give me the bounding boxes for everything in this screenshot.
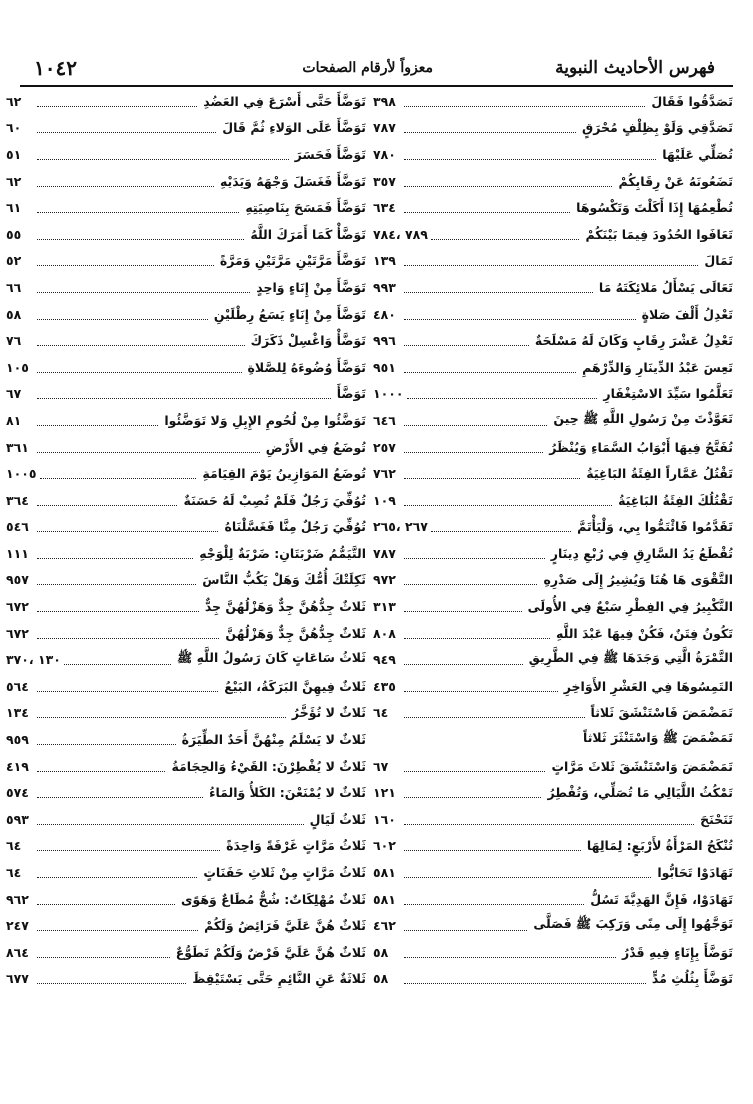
entry-text: تُنْكَحُ المَرْأَةُ لأَرْبَعٍ: لِمَالِهَا <box>586 838 733 854</box>
entry-text: تَوَضَّأَ بِثُلُثِ مُدٍّ <box>651 971 733 987</box>
entry-text: تَعْدِلُ عَشْرَ رِقَابٍ وَكَانَ لَهُ مَسْلَحَةٌ <box>534 333 733 349</box>
entry-page-number: ٥٥ <box>6 226 22 242</box>
index-entry <box>6 779 366 806</box>
page-title: فهرس الأحاديث النبوية <box>555 58 715 78</box>
index-entry <box>373 141 733 168</box>
page-subtitle: معزواً لأرقام الصفحات <box>302 60 433 76</box>
page-header <box>20 56 733 86</box>
index-entry <box>373 514 733 541</box>
leader-dots <box>37 505 177 506</box>
entry-page-number: ٦١ <box>6 200 22 216</box>
header-rule <box>20 85 733 87</box>
entry-text: تَقْتُلُ عَمَّاراً الفِئَةُ البَاغِيَةُ <box>586 466 733 482</box>
index-entry <box>6 381 366 408</box>
entry-page-number: ٦٤ <box>373 705 389 721</box>
index-entry <box>373 274 733 301</box>
index-entry <box>6 833 366 860</box>
leader-dots <box>404 478 580 479</box>
index-entry <box>6 540 366 567</box>
entry-page-number: ٩٥٩ <box>6 732 29 748</box>
entry-page-number: ٦٠٢ <box>373 838 396 854</box>
entry-text: تَوَضَّأَ فَغَسَلَ وَجْهَهُ وَيَدَيْهِ <box>219 173 366 189</box>
leader-dots <box>404 292 593 293</box>
entry-page-number: ٣٩٨ <box>373 93 396 109</box>
leader-dots <box>404 664 523 665</box>
index-entry <box>373 88 733 115</box>
leader-dots <box>37 531 218 532</box>
index-entry <box>6 248 366 275</box>
leader-dots <box>407 398 598 399</box>
index-entry <box>373 407 733 434</box>
entry-page-number: ٦٤٦ <box>373 412 396 428</box>
entry-text: تُقْطَعُ يَدُ السَّارِقِ فِي رُبْعِ دِينَارٍ <box>550 545 733 561</box>
index-entry <box>373 248 733 275</box>
index-entry <box>373 221 733 248</box>
entry-text: تُوُفِّيَ رَجُلٌ مِنَّا فَغَسَّلْنَاهُ <box>224 519 366 535</box>
entry-text: تَمْكُثُ اللَّيَالِي مَا تُصَلِّي، وَتُفْطِرُ <box>547 785 733 801</box>
entry-page-number: ٧٨٧ <box>373 545 396 561</box>
index-entry <box>373 354 733 381</box>
leader-dots <box>404 930 527 931</box>
leader-dots <box>404 983 646 984</box>
index-entry <box>6 354 366 381</box>
entry-text: تَمَضْمَضَ ﷺ وَاسْتَنْثَرَ ثَلاثاً <box>583 730 733 746</box>
index-entry <box>373 939 733 966</box>
entry-text: ثَلاثُ مَرَّاتٍ غَرْفَةً وَاحِدَةً <box>226 838 366 854</box>
index-entry <box>373 115 733 142</box>
index-entry <box>6 115 366 142</box>
index-entry <box>6 327 366 354</box>
entry-text: تَمَضْمَضَ وَاسْتَنْشَقَ ثَلاثَ مَرَّاتٍ <box>551 758 733 774</box>
index-entry <box>6 700 366 727</box>
entry-text: تَوَجَّهُوا إِلَى مِنًى وَرَكِبَ ﷺ فَصَلَّى <box>533 916 733 932</box>
entry-page-number: ٦٣٤ <box>373 200 396 216</box>
leader-dots <box>404 372 576 373</box>
leader-dots <box>37 159 289 160</box>
leader-dots <box>404 319 636 320</box>
leader-dots <box>37 452 260 453</box>
leader-dots <box>37 957 170 958</box>
entry-text: تَصَدَّقُوا فَقَالَ <box>651 93 733 109</box>
index-entry <box>6 141 366 168</box>
entry-page-number: ١٠٩ <box>373 492 396 508</box>
entry-page-number: ٥٧٤ <box>6 785 29 801</box>
entry-text: تَعَلَّمُوا سَيِّدَ الاسْتِغْفَارِ <box>603 386 733 402</box>
index-entry <box>373 301 733 328</box>
entry-page-number: ٩٩٣ <box>373 279 396 295</box>
right-column <box>373 88 733 992</box>
index-entry <box>6 168 366 195</box>
index-entry <box>373 886 733 913</box>
entry-text: ثَلاثٌ مُهْلِكَاتٌ: شُحٌّ مُطَاعٌ وَهَوًى <box>181 891 366 907</box>
leader-dots <box>404 584 537 585</box>
leader-dots <box>404 824 694 825</box>
index-entry <box>373 806 733 833</box>
index-entry <box>6 753 366 780</box>
leader-dots <box>40 478 197 479</box>
leader-dots <box>37 877 197 878</box>
entry-text: تَهَادَوْا تَحَابُّوا <box>657 865 733 881</box>
leader-dots <box>404 904 584 905</box>
left-column <box>6 88 366 992</box>
leader-dots <box>404 611 522 612</box>
entry-text: التَّقْوَى هَا هُنَا وَيُشِيرُ إِلَى صَدْرِهِ <box>543 572 733 588</box>
entry-page-number: ٨٠٨ <box>373 625 396 641</box>
leader-dots <box>404 186 612 187</box>
index-entry <box>373 327 733 354</box>
index-entry <box>6 221 366 248</box>
entry-text: ثَلاثٌ جِدُّهُنَّ جِدٌّ وَهَزْلُهُنَّ جِدٌّ <box>204 599 366 615</box>
entry-page-number: ١٠٠٥ <box>6 466 37 482</box>
index-entry <box>6 88 366 115</box>
entry-text: تَقَدَّمُوا فَائْتَمُّوا بِي، وَلْيَأْتَمَّ <box>577 519 733 535</box>
leader-dots <box>404 132 576 133</box>
leader-dots <box>431 531 571 532</box>
index-entry <box>373 540 733 567</box>
leader-dots <box>37 797 203 798</box>
entry-text: تُطْعِمُهَا إِذَا أَكَلْتَ وَتَكْسُوهَا <box>576 200 733 216</box>
entry-page-number: ١٠٠٠ <box>373 386 404 402</box>
entry-page-number: ٦٦ <box>6 279 22 295</box>
index-entry <box>373 567 733 594</box>
entry-page-number: ٥٤٦ <box>6 519 29 535</box>
index-entry <box>373 434 733 461</box>
leader-dots <box>404 159 656 160</box>
leader-dots <box>404 638 550 639</box>
index-entry <box>373 381 733 408</box>
leader-dots <box>37 638 219 639</box>
entry-text: ثَلاثٌ لا تُؤَخَّرُ <box>291 705 366 721</box>
leader-dots <box>37 106 197 107</box>
entry-text: ثَلاثٌ لا يُمْنَعْنَ: الكَلأُ وَالمَاءُ <box>209 785 366 801</box>
entry-page-number: ٦٧٧ <box>6 971 29 987</box>
entry-page-number: ٦٢ <box>6 173 22 189</box>
entry-page-number: ٧٦ <box>6 333 22 349</box>
index-entry <box>373 460 733 487</box>
entry-page-number: ١٢١ <box>373 785 396 801</box>
entry-text: تَعَالَى يَسْأَلُ مَلائِكَتَهُ مَا <box>598 279 733 295</box>
entry-page-number: ١١١ <box>6 545 29 561</box>
index-entry <box>373 620 733 647</box>
index-entry <box>373 753 733 780</box>
entry-text: تُوضَعُ المَوَازِينُ يَوْمَ القِيَامَةِ <box>202 466 366 482</box>
leader-dots <box>404 771 545 772</box>
index-entry <box>373 779 733 806</box>
entry-page-number: ٧٨٠ <box>373 146 396 162</box>
entry-page-number: ٥٨ <box>373 944 389 960</box>
index-entry <box>6 806 366 833</box>
index-entry <box>373 859 733 886</box>
index-entry <box>6 434 366 461</box>
entry-page-number: ٧٨٩ ،٧٨٤ <box>373 226 428 242</box>
entry-page-number: ٦٤ <box>6 838 22 854</box>
entry-text: تَوَضَّئُوا مِنْ لُحُومِ الإِبِلِ وَلا تَوَضَّئُوا <box>164 412 366 428</box>
entry-text: تُفَتَّحُ فِيهَا أَبْوَابُ السَّمَاءِ وَيُنْظَرُ <box>549 439 733 455</box>
entry-page-number: ٩٦٢ <box>6 891 29 907</box>
index-entry <box>373 700 733 727</box>
leader-dots <box>404 717 585 718</box>
leader-dots <box>37 345 245 346</box>
index-entry <box>6 593 366 620</box>
entry-text: تَوَضَّأَ مِنْ إِنَاءٍ وَاحِدٍ <box>256 279 366 295</box>
leader-dots <box>37 771 165 772</box>
entry-page-number: ٣٥٧ <box>373 173 396 189</box>
leader-dots <box>404 558 545 559</box>
leader-dots <box>37 212 239 213</box>
entry-page-number: ٩٧٢ <box>373 572 396 588</box>
entry-text: ثَكِلَتْكَ أُمُّكَ وَهَلْ يَكُبُّ النَّاسَ <box>202 572 366 588</box>
entry-text: تَعِسَ عَبْدُ الدِّينَارِ وَالدِّرْهَمِ <box>582 359 733 375</box>
leader-dots <box>404 877 651 878</box>
leader-dots <box>37 824 304 825</box>
entry-page-number: ٥٢ <box>6 253 22 269</box>
leader-dots <box>37 292 250 293</box>
entry-text: تَنَحْنَحَ <box>700 811 733 827</box>
entry-text: تَوَضَّأَ مِنْ إِنَاءٍ يَسَعُ رِطْلَيْنِ <box>213 306 366 322</box>
entry-text: تَوَضَّأْ وَاغْسِلْ ذَكَرَكَ <box>250 333 366 349</box>
entry-page-number: ٨٦٤ <box>6 944 29 960</box>
entry-page-number: ٦٠ <box>6 120 22 136</box>
entry-text: ثَلاثُ مَرَّاتٍ مِنْ ثَلاثِ حَفَنَاتٍ <box>203 865 366 881</box>
entry-text: تُوُفِّيَ رَجُلٌ فَلَمْ تُصِبْ لَهُ حَسَنَةٌ <box>183 492 366 508</box>
leader-dots <box>37 186 214 187</box>
entry-text: تَوَضَّأْ كَمَا أَمَرَكَ اللَّهُ <box>250 226 366 242</box>
index-entry <box>373 726 733 753</box>
index-entry <box>6 726 366 753</box>
entry-page-number: ٤٦٢ <box>373 918 396 934</box>
leader-dots <box>37 744 176 745</box>
index-entry <box>373 487 733 514</box>
entry-page-number: ٥٨ <box>6 306 22 322</box>
leader-dots <box>404 691 558 692</box>
entry-text: تَوَضَّأَ فَمَسَحَ بِنَاصِيَتِهِ <box>245 200 366 216</box>
entry-page-number: ٦٢ <box>6 93 22 109</box>
entry-text: تَوَضَّأَ حَتَّى أَسْرَعَ فِي العَضُدِ <box>203 93 366 109</box>
entry-page-number: ٩٤٩ <box>373 652 396 668</box>
index-entry <box>6 567 366 594</box>
index-entry <box>6 487 366 514</box>
leader-dots <box>404 265 698 266</box>
index-entry <box>6 886 366 913</box>
entry-text: ثَلاثٌ فِيهِنَّ البَرَكَةُ، البَيْعُ <box>224 678 366 694</box>
entry-page-number: ٥٨١ <box>373 891 396 907</box>
entry-text: تَعْدِلُ أَلْفَ صَلاةٍ <box>641 306 733 322</box>
leader-dots <box>37 717 286 718</box>
leader-dots <box>37 398 331 399</box>
entry-page-number: ٩٥١ <box>373 359 396 375</box>
leader-dots <box>37 904 175 905</box>
leader-dots <box>404 850 581 851</box>
entry-text: ثَلاثَةٌ عَنِ النَّائِمِ حَتَّى يَسْتَيْقِظَ <box>192 971 366 987</box>
index-entry <box>6 646 366 673</box>
index-entry <box>373 966 733 993</box>
entry-page-number: ٣١٣ <box>373 599 396 615</box>
entry-page-number: ٩٥٧ <box>6 572 29 588</box>
index-entry <box>6 966 366 993</box>
page-number: ١٠٤٢ <box>34 56 77 80</box>
entry-text: تُوضَعُ فِي الأَرْضِ <box>265 439 366 455</box>
leader-dots <box>431 239 580 240</box>
entry-text: ثَلاثُ سَاعَاتٍ كَانَ رَسُولُ اللَّهِ ﷺ <box>177 650 366 666</box>
leader-dots <box>37 425 158 426</box>
entry-page-number: ٦٧٢ <box>6 625 29 641</box>
index-entry <box>6 407 366 434</box>
entry-text: تَضَعُونَهُ عَنْ رِقَابِكُمْ <box>618 173 733 189</box>
entry-page-number: ٤١٩ <box>6 758 29 774</box>
leader-dots <box>37 239 244 240</box>
entry-text: تُصَلِّي عَلَيْهَا <box>662 146 733 162</box>
index-entry <box>373 673 733 700</box>
entry-text: تَعَوَّذْتَ مِنْ رَسُولِ اللَّهِ ﷺ حِينَ <box>553 410 733 426</box>
entry-text: تَمَضْمَضَ فَاسْتَنْشَقَ ثَلاثاً <box>590 705 733 721</box>
entry-page-number: ٩٩٦ <box>373 333 396 349</box>
leader-dots <box>404 797 541 798</box>
leader-dots <box>37 265 214 266</box>
index-entry <box>373 912 733 939</box>
entry-page-number: ٦٧ <box>6 386 22 402</box>
index-entry <box>373 646 733 673</box>
leader-dots <box>404 106 645 107</box>
leader-dots <box>37 930 198 931</box>
entry-text: تَوَضَّأَ <box>336 386 366 402</box>
index-entry <box>373 833 733 860</box>
leader-dots <box>404 957 616 958</box>
index-entry <box>6 514 366 541</box>
index-entry <box>6 194 366 221</box>
index-entry <box>373 168 733 195</box>
leader-dots <box>404 345 529 346</box>
leader-dots <box>404 452 543 453</box>
entry-page-number: ٤٣٥ <box>373 678 396 694</box>
entry-page-number: ٤٨٠ <box>373 306 396 322</box>
index-entry <box>6 673 366 700</box>
leader-dots <box>64 664 171 665</box>
leader-dots <box>404 505 612 506</box>
entry-text: التَّكْبِيرُ فِي الفِطْرِ سَبْعٌ فِي الأُولَى <box>527 599 733 615</box>
index-entry <box>6 274 366 301</box>
entry-page-number: ٣٦٤ <box>6 492 29 508</box>
index-entry <box>6 301 366 328</box>
entry-text: التَّيَمُّمُ ضَرْبَتَانِ: ضَرْبَةٌ لِلْوَجْهِ <box>199 545 366 561</box>
entry-text: تَكُونُ فِتَنٌ، فَكُنْ فِيهَا عَبْدَ اللَّهِ <box>556 625 733 641</box>
entry-text: تَهَادَوْا، فَإِنَّ الهَدِيَّةَ تَسُلُّ <box>590 891 733 907</box>
index-entry <box>373 593 733 620</box>
entry-text: تَمَالَ <box>704 253 733 269</box>
index-entry <box>6 859 366 886</box>
entry-text: تَصَدَّقِي وَلَوْ بِظِلْفٍ مُحْرَقٍ <box>582 120 733 136</box>
entry-page-number: ٢٤٧ <box>6 918 29 934</box>
entry-text: التَّمْرَةُ الَّتِي وَجَدَهَا ﷺ فِي الطَّرِيقِ <box>528 650 733 666</box>
entry-text: التَمِسُوهَا فِي العَشْرِ الأَوَاخِرِ <box>563 678 733 694</box>
index-entry <box>373 194 733 221</box>
entry-page-number: ٥٨ <box>373 971 389 987</box>
leader-dots <box>37 558 193 559</box>
entry-page-number: ١٣٠ ،٣٧٠ <box>6 652 61 668</box>
entry-text: ثَلاثٌ هُنَّ عَلَيَّ فَرَائِضُ وَلَكُمْ <box>204 918 366 934</box>
leader-dots <box>37 372 242 373</box>
entry-text: تَوَضَّأَ عَلَى الوَلاءِ ثُمَّ قَالَ <box>222 120 366 136</box>
entry-page-number: ٥٨١ <box>373 865 396 881</box>
index-entry <box>6 620 366 647</box>
entry-text: تَوَضَّأَ مَرَّتَيْنِ مَرَّتَيْنِ وَمَرَّةً <box>219 253 366 269</box>
entry-page-number: ٥٦٤ <box>6 678 29 694</box>
entry-page-number: ٨١ <box>6 412 22 428</box>
entry-page-number: ١٣٩ <box>373 253 396 269</box>
leader-dots <box>404 212 570 213</box>
entry-page-number: ٣٦١ <box>6 439 29 455</box>
entry-page-number: ٥١ <box>6 146 22 162</box>
entry-page-number: ١٠٥ <box>6 359 29 375</box>
leader-dots <box>404 425 547 426</box>
leader-dots <box>37 983 186 984</box>
entry-text: ثَلاثُ لَيَالٍ <box>309 811 366 827</box>
leader-dots <box>37 319 208 320</box>
entry-page-number: ١٦٠ <box>373 811 396 827</box>
leader-dots <box>37 850 220 851</box>
leader-dots <box>37 132 216 133</box>
entry-text: ثَلاثٌ هُنَّ عَلَيَّ فَرْضٌ وَلَكُمْ تَطَوُّعٌ <box>175 944 366 960</box>
index-entry <box>6 939 366 966</box>
leader-dots <box>37 584 196 585</box>
entry-page-number: ٥٩٣ <box>6 811 29 827</box>
entry-text: تَوَضَّأَ فَحَسَرَ <box>294 146 366 162</box>
leader-dots <box>37 611 199 612</box>
entry-page-number: ٢٥٧ <box>373 439 396 455</box>
entry-page-number: ١٣٤ <box>6 705 29 721</box>
leader-dots <box>37 691 218 692</box>
entry-page-number: ٦٧٢ <box>6 599 29 615</box>
entry-text: ثَلاثٌ لا يُفْطِرْنَ: القَيْءُ وَالحِجَامَةُ <box>171 758 366 774</box>
entry-page-number: ٧٨٧ <box>373 120 396 136</box>
index-entry <box>6 460 366 487</box>
index-entry <box>6 912 366 939</box>
entry-text: تَعَافَوا الحُدُودَ فِيمَا بَيْنَكُمْ <box>585 226 733 242</box>
entry-text: تَوَضَّأَ بِإِنَاءٍ فِيهِ قَدْرُ <box>622 944 733 960</box>
entry-text: تَوَضَّأَ وُضُوءَهُ لِلصَّلاةِ <box>247 359 366 375</box>
entry-page-number: ٢٦٧ ،٢٦٥ <box>373 519 428 535</box>
entry-page-number: ٦٧ <box>373 758 389 774</box>
entry-page-number: ٦٤ <box>6 865 22 881</box>
entry-text: ثَلاثٌ جِدُّهُنَّ جِدٌّ وَهَزْلُهُنَّ <box>225 625 366 641</box>
entry-text: تَقْتُلُكَ الفِئَةُ البَاغِيَةُ <box>618 492 733 508</box>
entry-text: ثَلاثٌ لا يَسْلَمُ مِنْهُنَّ أَحَدٌ الطِّيَرَةُ <box>181 732 366 748</box>
entry-page-number: ٧٦٢ <box>373 466 396 482</box>
